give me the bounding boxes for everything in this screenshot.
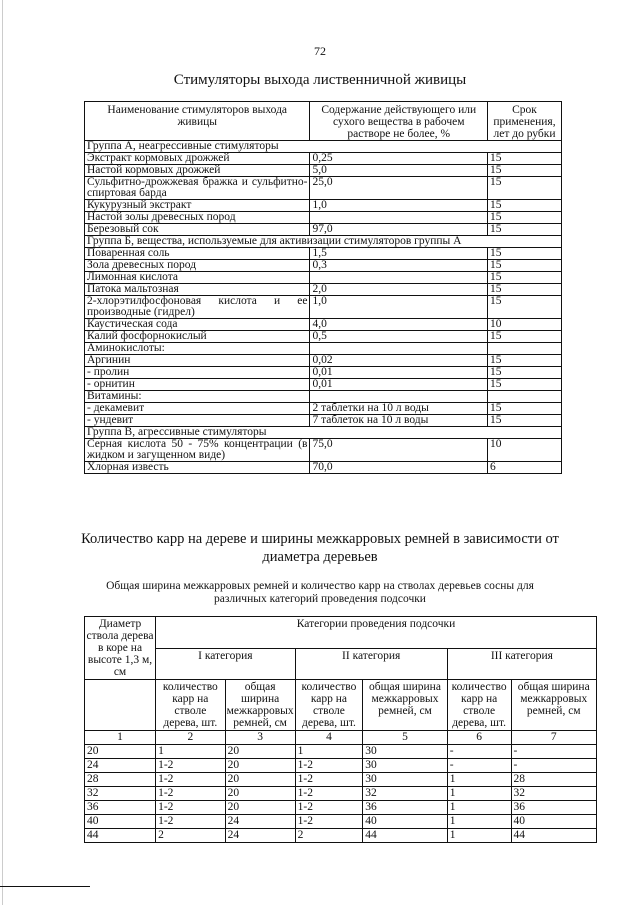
table-cell: 1-2 — [156, 773, 226, 787]
stimulator-term: 15 — [488, 200, 562, 212]
stimulator-content: 0,02 — [310, 355, 488, 367]
stimulator-name: Калий фосфорнокислый — [85, 331, 310, 343]
table-cell: 20 — [225, 787, 295, 801]
table-row — [85, 815, 597, 829]
table1-title: Стимуляторы выхода лиственничной живицы — [173, 72, 467, 88]
table-cell: 1-2 — [295, 787, 363, 801]
stimulator-row — [85, 343, 562, 355]
cat1-count-header: количество карр на стволе дерева, шт. — [156, 680, 226, 731]
stimulator-content: 4,0 — [310, 319, 488, 331]
stimulator-term — [488, 343, 562, 355]
stimulator-row — [85, 248, 562, 260]
table-cell: 1 — [447, 829, 511, 843]
stimulator-row — [85, 355, 562, 367]
group-label: Группа А, неагрессивные стимуляторы — [85, 141, 562, 153]
stimulator-content: 2 таблетки на 10 л воды — [310, 403, 488, 415]
stimulator-term: 15 — [488, 260, 562, 272]
table-cell: 44 — [363, 829, 447, 843]
table-row — [85, 787, 597, 801]
table-cell: 20 — [225, 773, 295, 787]
table1-header-row — [85, 102, 562, 141]
stimulator-content: 1,0 — [310, 200, 488, 212]
column-index: 7 — [511, 731, 596, 745]
stimulator-content: 97,0 — [310, 224, 488, 236]
header-term: Срок применения, лет до рубки — [488, 102, 562, 141]
header-content: Содержание действующего или сухого вещества в рабочем растворе не более, % — [310, 102, 488, 141]
table-cell: 20 — [225, 745, 295, 759]
table-cell: 30 — [363, 745, 447, 759]
stimulator-term: 10 — [488, 439, 562, 462]
stimulator-row — [85, 403, 562, 415]
cat1-width-header: общая ширина межкарровых ремней, см — [226, 681, 294, 729]
group-row — [85, 141, 562, 153]
table-row — [85, 801, 597, 815]
category-2-header: II категория — [295, 648, 447, 680]
stimulator-name: Серная кислота 50 - 75% концентрации (в жидком и загущенном виде) — [85, 439, 310, 462]
table-cell: 24 — [225, 829, 295, 843]
table-row — [85, 773, 597, 787]
stimulator-content — [310, 343, 488, 355]
column-index: 5 — [363, 731, 447, 745]
table-cell: 1-2 — [295, 773, 363, 787]
column-index: 1 — [85, 731, 156, 745]
stimulator-name: Хлорная известь — [85, 462, 310, 474]
stimulator-term: 15 — [488, 367, 562, 379]
category-3-header: III категория — [447, 648, 596, 680]
stimulator-term: 15 — [488, 331, 562, 343]
stimulator-content: 75,0 — [310, 439, 488, 462]
column-index: 6 — [447, 731, 511, 745]
scan-edge-line — [2, 0, 3, 905]
stimulator-content: 5,0 — [310, 165, 488, 177]
stimulator-term: 15 — [488, 177, 562, 200]
table-cell: - — [511, 759, 596, 773]
table-cell: 1-2 — [295, 759, 363, 773]
table-cell: 44 — [511, 829, 596, 843]
table-cell: 28 — [85, 773, 156, 787]
stimulator-content: 0,01 — [310, 379, 488, 391]
stimulator-name: Каустическая сода — [85, 319, 310, 331]
column-index-row — [85, 731, 597, 745]
stimulator-term: 15 — [488, 212, 562, 224]
stimulator-name: Кукурузный экстракт — [85, 200, 310, 212]
cat3-count-header: количество карр на стволе дерева, шт. — [447, 680, 511, 731]
stimulator-name: Сульфитно-дрожжевая бражка и сульфитно-спиртовая барда — [85, 177, 310, 200]
group-row — [85, 236, 562, 248]
table-cell: 1 — [447, 773, 511, 787]
table-cell: 1 — [447, 787, 511, 801]
stimulator-term: 15 — [488, 272, 562, 284]
column-index: 4 — [295, 731, 363, 745]
stimulator-name: Аминокислоты: — [85, 343, 310, 355]
table-cell: 36 — [363, 801, 447, 815]
table-cell: - — [447, 759, 511, 773]
table-cell: 30 — [363, 773, 447, 787]
stimulator-content: 2,0 — [310, 284, 488, 296]
stimulator-row — [85, 439, 562, 462]
stimulator-term: 15 — [488, 248, 562, 260]
table-cell: 1-2 — [295, 801, 363, 815]
table-cell: 24 — [85, 759, 156, 773]
table-cell: 30 — [363, 759, 447, 773]
categories-header: Категории проведения подсочки — [156, 617, 597, 649]
stimulator-content: 0,25 — [310, 153, 488, 165]
table-cell: 2 — [295, 829, 363, 843]
group-label: Группа В, агрессивные стимуляторы — [85, 427, 562, 439]
stimulator-term — [488, 391, 562, 403]
stimulator-row — [85, 319, 562, 331]
table-row — [85, 759, 597, 773]
stimulator-row — [85, 200, 562, 212]
table-cell: 32 — [85, 787, 156, 801]
stimulator-term: 6 — [488, 462, 562, 474]
table-row — [85, 745, 597, 759]
stimulator-content: 1,5 — [310, 248, 488, 260]
stimulators-table — [84, 101, 562, 474]
diameter-header-spacer — [85, 680, 156, 731]
stimulator-term: 15 — [488, 403, 562, 415]
stimulator-name: Витамины: — [85, 391, 310, 403]
table-cell: 1 — [156, 745, 226, 759]
table-cell: 40 — [363, 815, 447, 829]
table-cell: 20 — [225, 801, 295, 815]
stimulator-content: 0,5 — [310, 331, 488, 343]
stimulator-content: 0,01 — [310, 367, 488, 379]
table1-body — [85, 141, 562, 474]
stimulator-name: Настой золы древесных пород — [85, 212, 310, 224]
stimulator-name: - ундевит — [85, 415, 310, 427]
table-cell: 1-2 — [295, 815, 363, 829]
stimulator-term: 15 — [488, 296, 562, 319]
table-cell: 32 — [363, 787, 447, 801]
stimulator-row — [85, 260, 562, 272]
stimulator-row — [85, 272, 562, 284]
stimulator-term: 10 — [488, 319, 562, 331]
table-cell: 1-2 — [156, 815, 226, 829]
stimulator-row — [85, 367, 562, 379]
stimulator-term: 15 — [488, 165, 562, 177]
table-cell: - — [511, 745, 596, 759]
table-cell: 20 — [225, 759, 295, 773]
table-cell: 1 — [447, 815, 511, 829]
stimulator-term: 15 — [488, 379, 562, 391]
table2-caption: Общая ширина межкарровых ремней и количество карр на стволах деревьев сосны для различных категорий проведения подсочки — [106, 580, 534, 605]
table-cell: 32 — [511, 787, 596, 801]
group-label: Группа Б, вещества, используемые для активизации стимуляторов группы А — [85, 236, 562, 248]
stimulator-term: 15 — [488, 284, 562, 296]
stimulator-name: Настой кормовых дрожжей — [85, 165, 310, 177]
stimulator-content: 0,3 — [310, 260, 488, 272]
table-cell: 20 — [85, 745, 156, 759]
stimulator-name: Лимонная кислота — [85, 272, 310, 284]
stimulator-term: 15 — [488, 355, 562, 367]
table-cell: 44 — [85, 829, 156, 843]
stimulator-name: 2-хлорэтилфосфоновая кислота и ее производные (гидрел) — [85, 296, 310, 319]
table-cell: 40 — [511, 815, 596, 829]
stimulator-content — [310, 391, 488, 403]
stimulator-row — [85, 224, 562, 236]
stimulator-name: Аргинин — [85, 355, 310, 367]
table-cell: 36 — [511, 801, 596, 815]
stimulator-row — [85, 284, 562, 296]
category-1-header: I категория — [156, 648, 296, 680]
section-title: Количество карр на дереве и ширины межкарровых ремней в зависимости от диаметра деревьев — [81, 531, 559, 565]
stimulator-row — [85, 177, 562, 200]
stimulator-row — [85, 331, 562, 343]
stimulator-name: Поваренная соль — [85, 248, 310, 260]
stimulator-name: - декамевит — [85, 403, 310, 415]
stimulator-content: 1,0 — [310, 296, 488, 319]
table2-body — [85, 745, 597, 843]
page-number: 72 — [314, 44, 326, 58]
stimulator-name: Березовый сок — [85, 224, 310, 236]
stimulator-content — [310, 212, 488, 224]
table-cell: 36 — [85, 801, 156, 815]
stimulator-name: Экстракт кормовых дрожжей — [85, 153, 310, 165]
stimulator-row — [85, 379, 562, 391]
table-cell: 1 — [447, 801, 511, 815]
stimulator-row — [85, 296, 562, 319]
header-name: Наименование стимуляторов выхода живицы — [85, 102, 310, 141]
stimulator-term: 15 — [488, 153, 562, 165]
carr-width-table — [84, 616, 597, 843]
stimulator-term: 15 — [488, 224, 562, 236]
stimulator-name: Зола древесных пород — [85, 260, 310, 272]
stimulator-name: Патока мальтозная — [85, 284, 310, 296]
table-cell: 1-2 — [156, 801, 226, 815]
stimulator-name: - орнитин — [85, 379, 310, 391]
stimulator-content: 25,0 — [310, 177, 488, 200]
table-cell: 1-2 — [156, 787, 226, 801]
stimulator-row — [85, 212, 562, 224]
stimulator-row — [85, 415, 562, 427]
table-cell: 40 — [85, 815, 156, 829]
stimulator-row — [85, 153, 562, 165]
table-cell: 1 — [295, 745, 363, 759]
stimulator-row — [85, 391, 562, 403]
stimulator-term: 15 — [488, 415, 562, 427]
stimulator-name: - пролин — [85, 367, 310, 379]
group-row — [85, 427, 562, 439]
table-cell: - — [447, 745, 511, 759]
column-index: 3 — [225, 731, 295, 745]
stimulator-row — [85, 165, 562, 177]
table-cell: 2 — [156, 829, 226, 843]
cat2-width-header: общая ширина межкарровых ремней, см — [363, 680, 447, 731]
table-cell: 28 — [511, 773, 596, 787]
cat2-count-header: количество карр на стволе дерева, шт. — [295, 680, 363, 731]
stimulator-content: 7 таблеток на 10 л воды — [310, 415, 488, 427]
stimulator-content: 70,0 — [310, 462, 488, 474]
table-cell: 24 — [225, 815, 295, 829]
diameter-header: Диаметр ствола дерева в коре на высоте 1,3 м, см — [85, 617, 156, 680]
stimulator-row — [85, 462, 562, 474]
footnote-separator — [0, 886, 90, 887]
table-row — [85, 829, 597, 843]
stimulator-content — [310, 272, 488, 284]
column-index: 2 — [156, 731, 226, 745]
table-cell: 1-2 — [156, 759, 226, 773]
cat3-width-header: общая ширина межкарровых ремней, см — [511, 680, 596, 731]
